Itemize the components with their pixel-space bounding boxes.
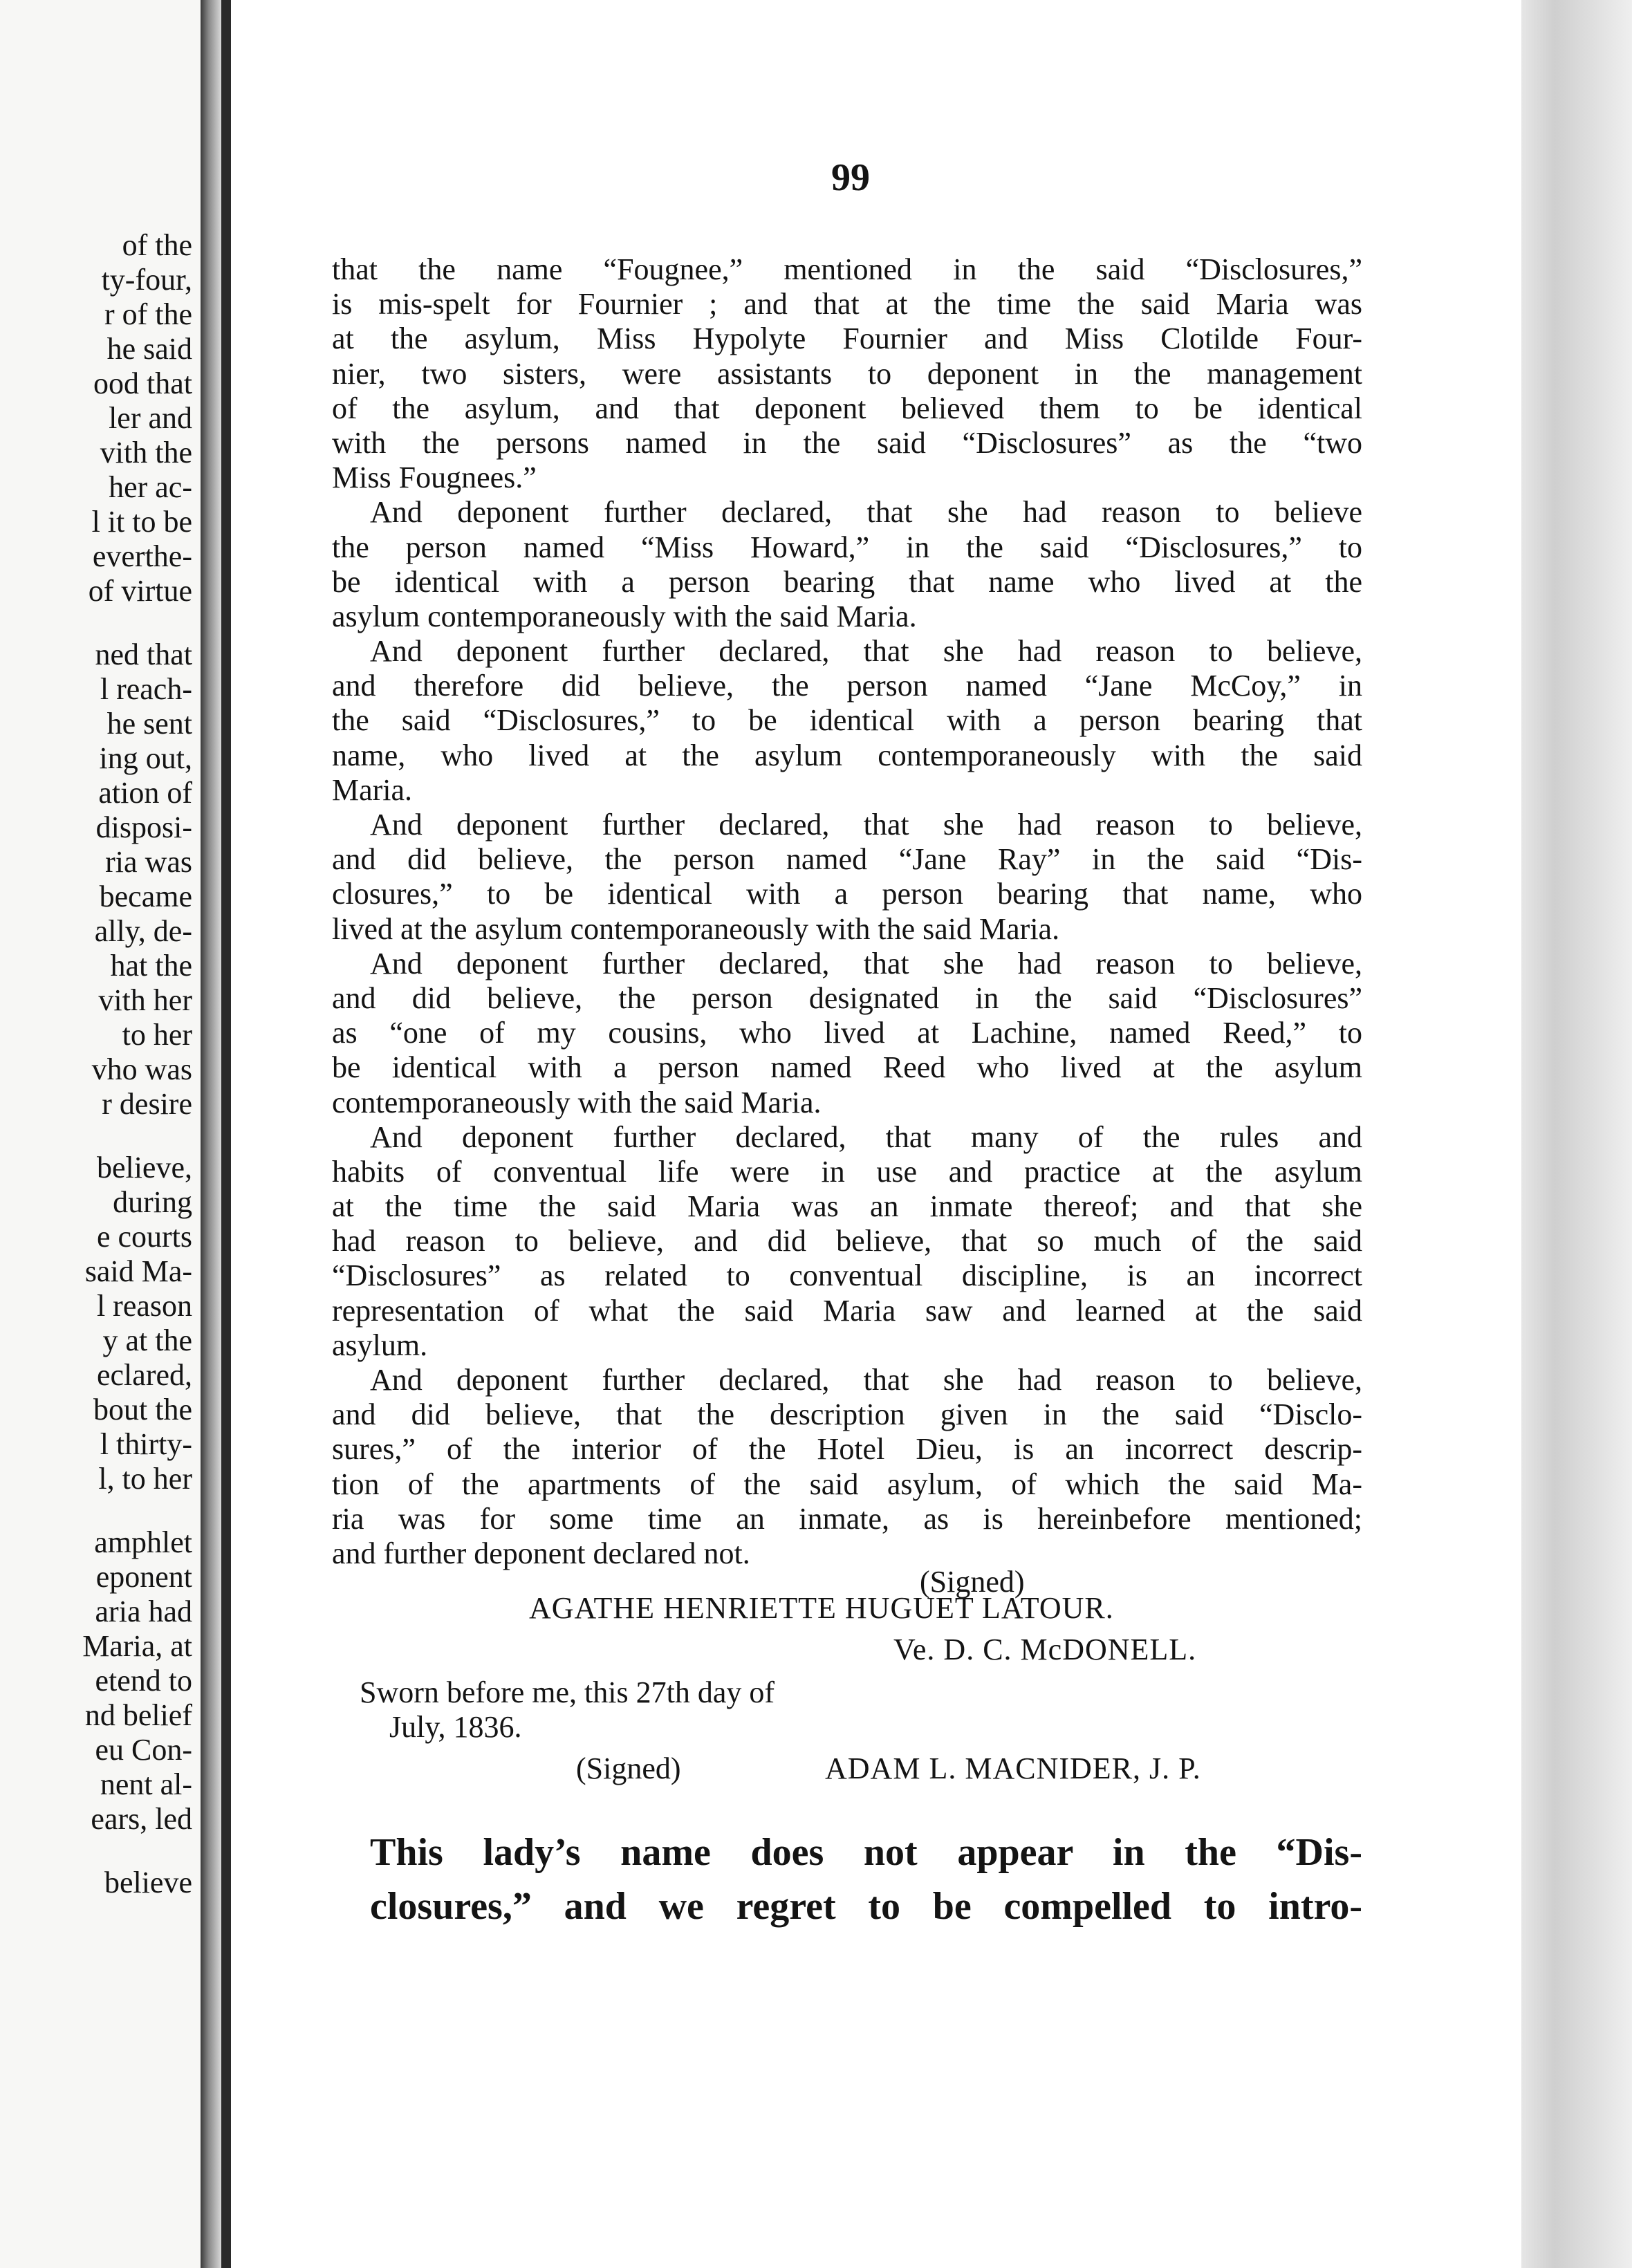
left-page-line: he said: [106, 332, 192, 366]
book-gutter: [201, 0, 221, 2268]
left-page-gap: [0, 1122, 192, 1151]
body-line: the said “Disclosures,” to be identical with a person bearing that: [332, 703, 1362, 738]
body-line: be identical with a person named Reed who lived at the asylum: [332, 1050, 1362, 1085]
body-line: contemporaneously with the said Maria.: [332, 1085, 822, 1119]
body-line: and further deponent declared not.: [332, 1536, 750, 1570]
left-page-line: believe,: [96, 1151, 192, 1184]
body-line: And deponent further declared, that many of the rules and: [370, 1119, 1362, 1154]
left-page-line: her ac-: [109, 470, 192, 504]
left-page-line: ood that: [93, 366, 192, 400]
left-page-line: ria was: [105, 845, 192, 879]
body-line: nier, two sisters, were assistants to deponent in the management: [332, 356, 1362, 391]
sworn-line-1: Sworn before me, this 27th day of: [360, 1675, 775, 1709]
body-line: habits of conventual life were in use and practice at the asylum: [332, 1154, 1362, 1189]
body-line: sures,” of the interior of the Hotel Dieu, is an incorrect descrip-: [332, 1432, 1362, 1467]
deponent-ve-line: Ve. D. C. McDONELL.: [893, 1633, 1197, 1666]
body-line: tion of the apartments of the said asylum, of which the said Ma-: [332, 1467, 1362, 1501]
left-page-line: vith her: [98, 983, 192, 1017]
left-page-line: y at the: [102, 1323, 192, 1357]
left-page-line: bout the: [93, 1393, 192, 1426]
closing-paragraph: [370, 1825, 1362, 1933]
left-page-gap: [0, 1496, 192, 1525]
signed-label-1: (Signed): [920, 1565, 1025, 1599]
body-line: And deponent further declared, that she had reason to believe,: [370, 946, 1362, 980]
left-page-line: Maria, at: [82, 1629, 192, 1663]
left-page-line: ty-four,: [101, 263, 192, 297]
body-line: at the asylum, Miss Hypolyte Fournier and Miss Clotilde Four-: [332, 322, 1362, 356]
body-line: that the name “Fougnee,” mentioned in the said “Disclosures,”: [332, 252, 1362, 286]
left-page-line: disposi-: [95, 810, 192, 844]
left-page-line: r of the: [104, 297, 192, 331]
signed-label-2: (Signed): [576, 1751, 681, 1785]
body-line: representation of what the said Maria saw and learned at the said: [332, 1293, 1362, 1328]
body-line: lived at the asylum contemporaneously with the said Maria.: [332, 911, 1060, 946]
body-line: and did believe, that the description given in the said “Disclo-: [332, 1397, 1362, 1432]
body-line: be identical with a person bearing that name who lived at the: [332, 564, 1362, 599]
left-page-line: eponent: [95, 1560, 192, 1594]
left-page-line: ned that: [95, 638, 192, 671]
body-line: And deponent further declared, that she had reason to believe: [370, 495, 1362, 530]
body-line: “Disclosures” as related to conventual discipline, is an incorrect: [332, 1258, 1362, 1293]
left-page-line: r desire: [102, 1087, 192, 1121]
body-line: asylum contemporaneously with the said Maria.: [332, 599, 917, 633]
left-page-line: l reason: [96, 1289, 192, 1323]
left-page-line: ears, led: [91, 1802, 192, 1836]
left-page-line: of the: [122, 228, 192, 262]
body-line: Miss Fougnees.”: [332, 461, 537, 495]
left-page-gap: [0, 1837, 192, 1866]
left-page-line: hat the: [110, 949, 192, 983]
left-page-gap: [0, 608, 192, 638]
left-page-line: nent al-: [100, 1767, 192, 1801]
left-facing-page: [0, 0, 201, 2268]
closing-line: closures,” and we regret to be compelled to intro-: [370, 1885, 1362, 1928]
body-line: with the persons named in the said “Disclosures” as the “two: [332, 425, 1362, 460]
left-page-line: during: [113, 1185, 192, 1219]
left-page-line: ation of: [98, 776, 192, 810]
left-page-line: believe: [104, 1866, 192, 1899]
body-line: is mis-spelt for Fournier ; and that at the time the said Maria was: [332, 287, 1362, 322]
body-line: closures,” to be identical with a person bearing that name, who: [332, 877, 1362, 911]
left-page-line: l, to her: [98, 1462, 192, 1496]
body-line: at the time the said Maria was an inmate thereof; and that she: [332, 1189, 1362, 1224]
left-page-line: ally, de-: [94, 914, 192, 948]
left-page-line: said Ma-: [84, 1254, 192, 1288]
sworn-line-2: July, 1836.: [389, 1710, 522, 1744]
left-page-line: l thirty-: [100, 1427, 192, 1461]
body-line: name, who lived at the asylum contemporaneously with the said: [332, 738, 1362, 772]
body-line: as “one of my cousins, who lived at Lachine, named Reed,” to: [332, 1016, 1362, 1050]
left-page-line: aria had: [95, 1595, 192, 1628]
body-line: Maria.: [332, 772, 413, 807]
closing-line: This lady’s name does not appear in the “Dis-: [370, 1831, 1362, 1874]
left-page-line: became: [99, 880, 192, 913]
body-line: and did believe, the person named “Jane Ray” in the said “Dis-: [332, 842, 1362, 877]
left-page-line: he sent: [106, 707, 192, 741]
left-page-line: of virtue: [88, 574, 192, 608]
page-number: 99: [831, 156, 870, 199]
body-line: And deponent further declared, that she had reason to believe,: [370, 808, 1362, 842]
body-line: of the asylum, and that deponent believed them to be identical: [332, 391, 1362, 425]
left-page-line: eu Con-: [95, 1733, 192, 1767]
body-line: and did believe, the person designated in the said “Disclosures”: [332, 980, 1362, 1015]
left-page-line: etend to: [95, 1664, 192, 1698]
left-page-line: ing out,: [99, 741, 192, 775]
body-line: had reason to believe, and did believe, that so much of the said: [332, 1224, 1362, 1258]
body-line: and therefore did believe, the person named “Jane McCoy,” in: [332, 669, 1362, 703]
left-page-line: everthe-: [92, 539, 192, 573]
left-page-line: ler and: [109, 401, 192, 435]
left-page-line: vith the: [100, 436, 192, 470]
left-page-text: [0, 228, 192, 1900]
body-line: asylum.: [332, 1328, 428, 1362]
body-line: ria was for some time an inmate, as is hereinbefore mentioned;: [332, 1501, 1362, 1536]
left-page-line: amphlet: [94, 1525, 192, 1559]
left-page-line: nd belief: [84, 1698, 192, 1732]
left-page-line: l reach-: [100, 672, 192, 706]
body-line: And deponent further declared, that she had reason to believe,: [370, 1363, 1362, 1397]
left-page-line: eclared,: [97, 1358, 192, 1392]
gutter-shadow: [221, 0, 231, 2268]
left-page-line: l it to be: [91, 505, 192, 539]
deponent-name: AGATHE HENRIETTE HUGUET LATOUR.: [529, 1591, 1114, 1625]
left-page-line: to her: [122, 1018, 192, 1052]
body-line: the person named “Miss Howard,” in the said “Disclosures,” to: [332, 530, 1362, 564]
body-line: And deponent further declared, that she had reason to believe,: [370, 634, 1362, 669]
body-text: [332, 252, 1362, 1571]
left-page-line: e courts: [96, 1220, 192, 1254]
page-edge: [1521, 0, 1632, 2268]
justice-name: ADAM L. MACNIDER, J. P.: [825, 1751, 1201, 1785]
left-page-line: vho was: [91, 1052, 192, 1086]
